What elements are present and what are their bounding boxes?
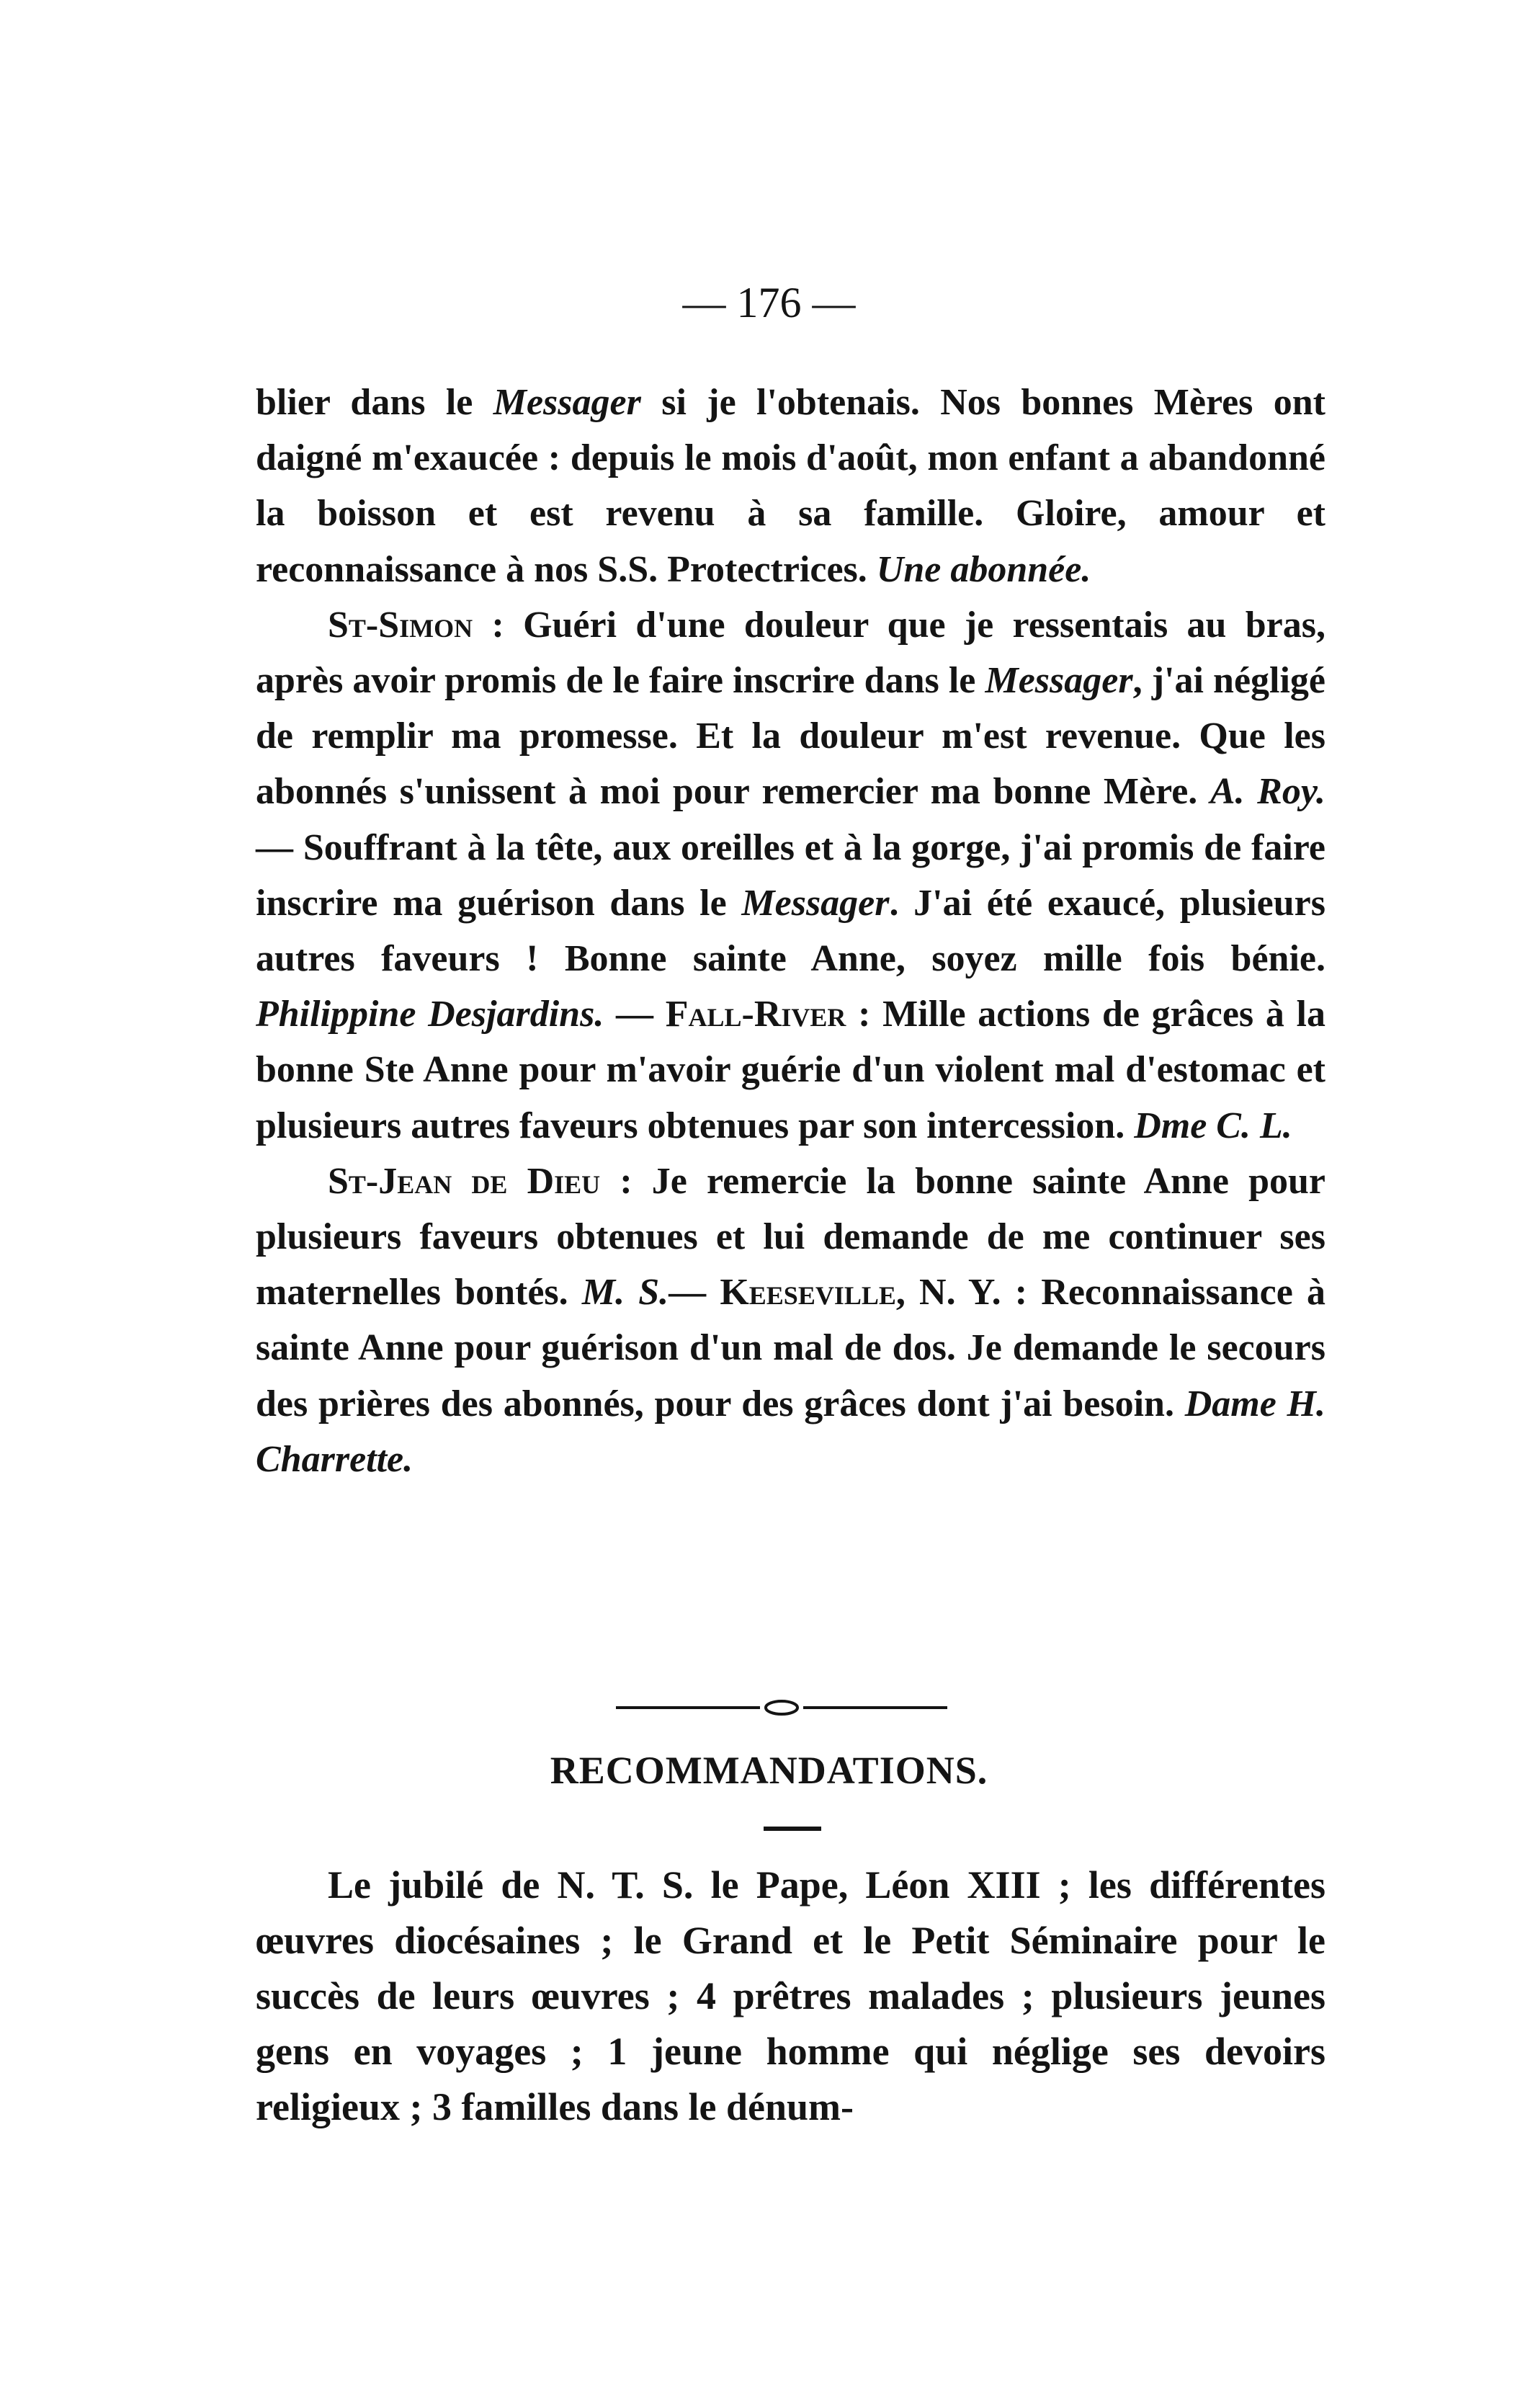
thanksgiving-text	[256, 375, 1325, 1487]
periodical-title: Messager	[741, 882, 890, 924]
page-number: — 176 —	[682, 279, 856, 326]
paragraph-st-jean-de-dieu	[256, 1154, 1325, 1487]
text-run: : Guéri d'une douleur que je ressentais au bras, après avoir promis de le faire inscrire dans le	[256, 604, 1325, 702]
signature: Une abonnée.	[876, 548, 1091, 590]
text-run: , j'ai négligé de remplir ma promesse. Et la douleur m'est revenue. Que les abonnés s'unissent à moi pour remercier ma bonne Mère.	[256, 660, 1325, 813]
place-name: Keeseville, N. Y.	[720, 1272, 1001, 1314]
section-title: RECOMMANDATIONS.	[550, 1749, 988, 1792]
text-run: blier dans le	[256, 382, 493, 423]
text-run: — Souffrant à la tête, aux oreilles et à la gorge, j'ai promis de faire inscrire ma guérison dans le	[256, 826, 1325, 924]
periodical-title: Messager	[493, 382, 641, 423]
signature: A. Roy.	[1210, 771, 1325, 813]
text-run: : Reconnaissance à sainte Anne pour guérison d'un mal de dos. Je demande le secours des prières des abonnés, pour des grâces dont j'ai besoin.	[256, 1272, 1326, 1424]
text-run: . J'ai été exaucé, plusieurs autres faveurs ! Bonne sainte Anne, soyez mille fois bénie.	[256, 882, 1325, 980]
paragraph-continued	[256, 375, 1325, 597]
place-name: St-Jean de Dieu	[328, 1160, 601, 1202]
section-divider-ornament	[616, 1697, 947, 1718]
text-run: —	[604, 994, 666, 1035]
text-run: : Mille actions de grâces à la bonne Ste Anne pour m'avoir guérie d'un violent mal d'estomac et plusieurs autres faveurs obtenues par son intercession.	[256, 994, 1325, 1146]
text-run: : Je remercie la bonne sainte Anne pour plusieurs faveurs obtenues et lui demande de me continuer ses maternelles bontés.	[256, 1160, 1325, 1314]
text-run: —	[669, 1272, 720, 1314]
recommandations-text	[256, 1858, 1325, 2135]
place-name: Fall-River	[665, 994, 846, 1035]
periodical-title: Messager	[985, 660, 1133, 702]
text-run: si je l'obtenais. Nos bonnes Mères ont daigné m'exaucée : depuis le mois d'août, mon enfant a abandonné la boisson et est revenu à sa famille. Gloire, amour et reconnaissance à nos S.S. Protectrices.	[256, 382, 1325, 590]
signature: Dme C. L.	[1134, 1105, 1292, 1146]
recommandations-paragraph: Le jubilé de N. T. S. le Pape, Léon XIII ; les différentes œuvres diocésaines ; le Grand et le Petit Séminaire pour le succès de leurs œuvres ; 4 prêtres malades ; plusieurs jeunes gens en voyages ; 1 jeune homme qui néglige ses devoirs religieux ; 3 familles dans le dénum-	[256, 1863, 1325, 2128]
place-name: St-Simon	[328, 604, 473, 646]
signature: M. S.	[581, 1272, 669, 1314]
signature: Philippine Desjardins.	[256, 994, 604, 1035]
paragraph-st-simon	[256, 597, 1325, 1154]
title-underline	[764, 1827, 821, 1831]
signature: Dame H. Charrette.	[256, 1383, 1325, 1480]
